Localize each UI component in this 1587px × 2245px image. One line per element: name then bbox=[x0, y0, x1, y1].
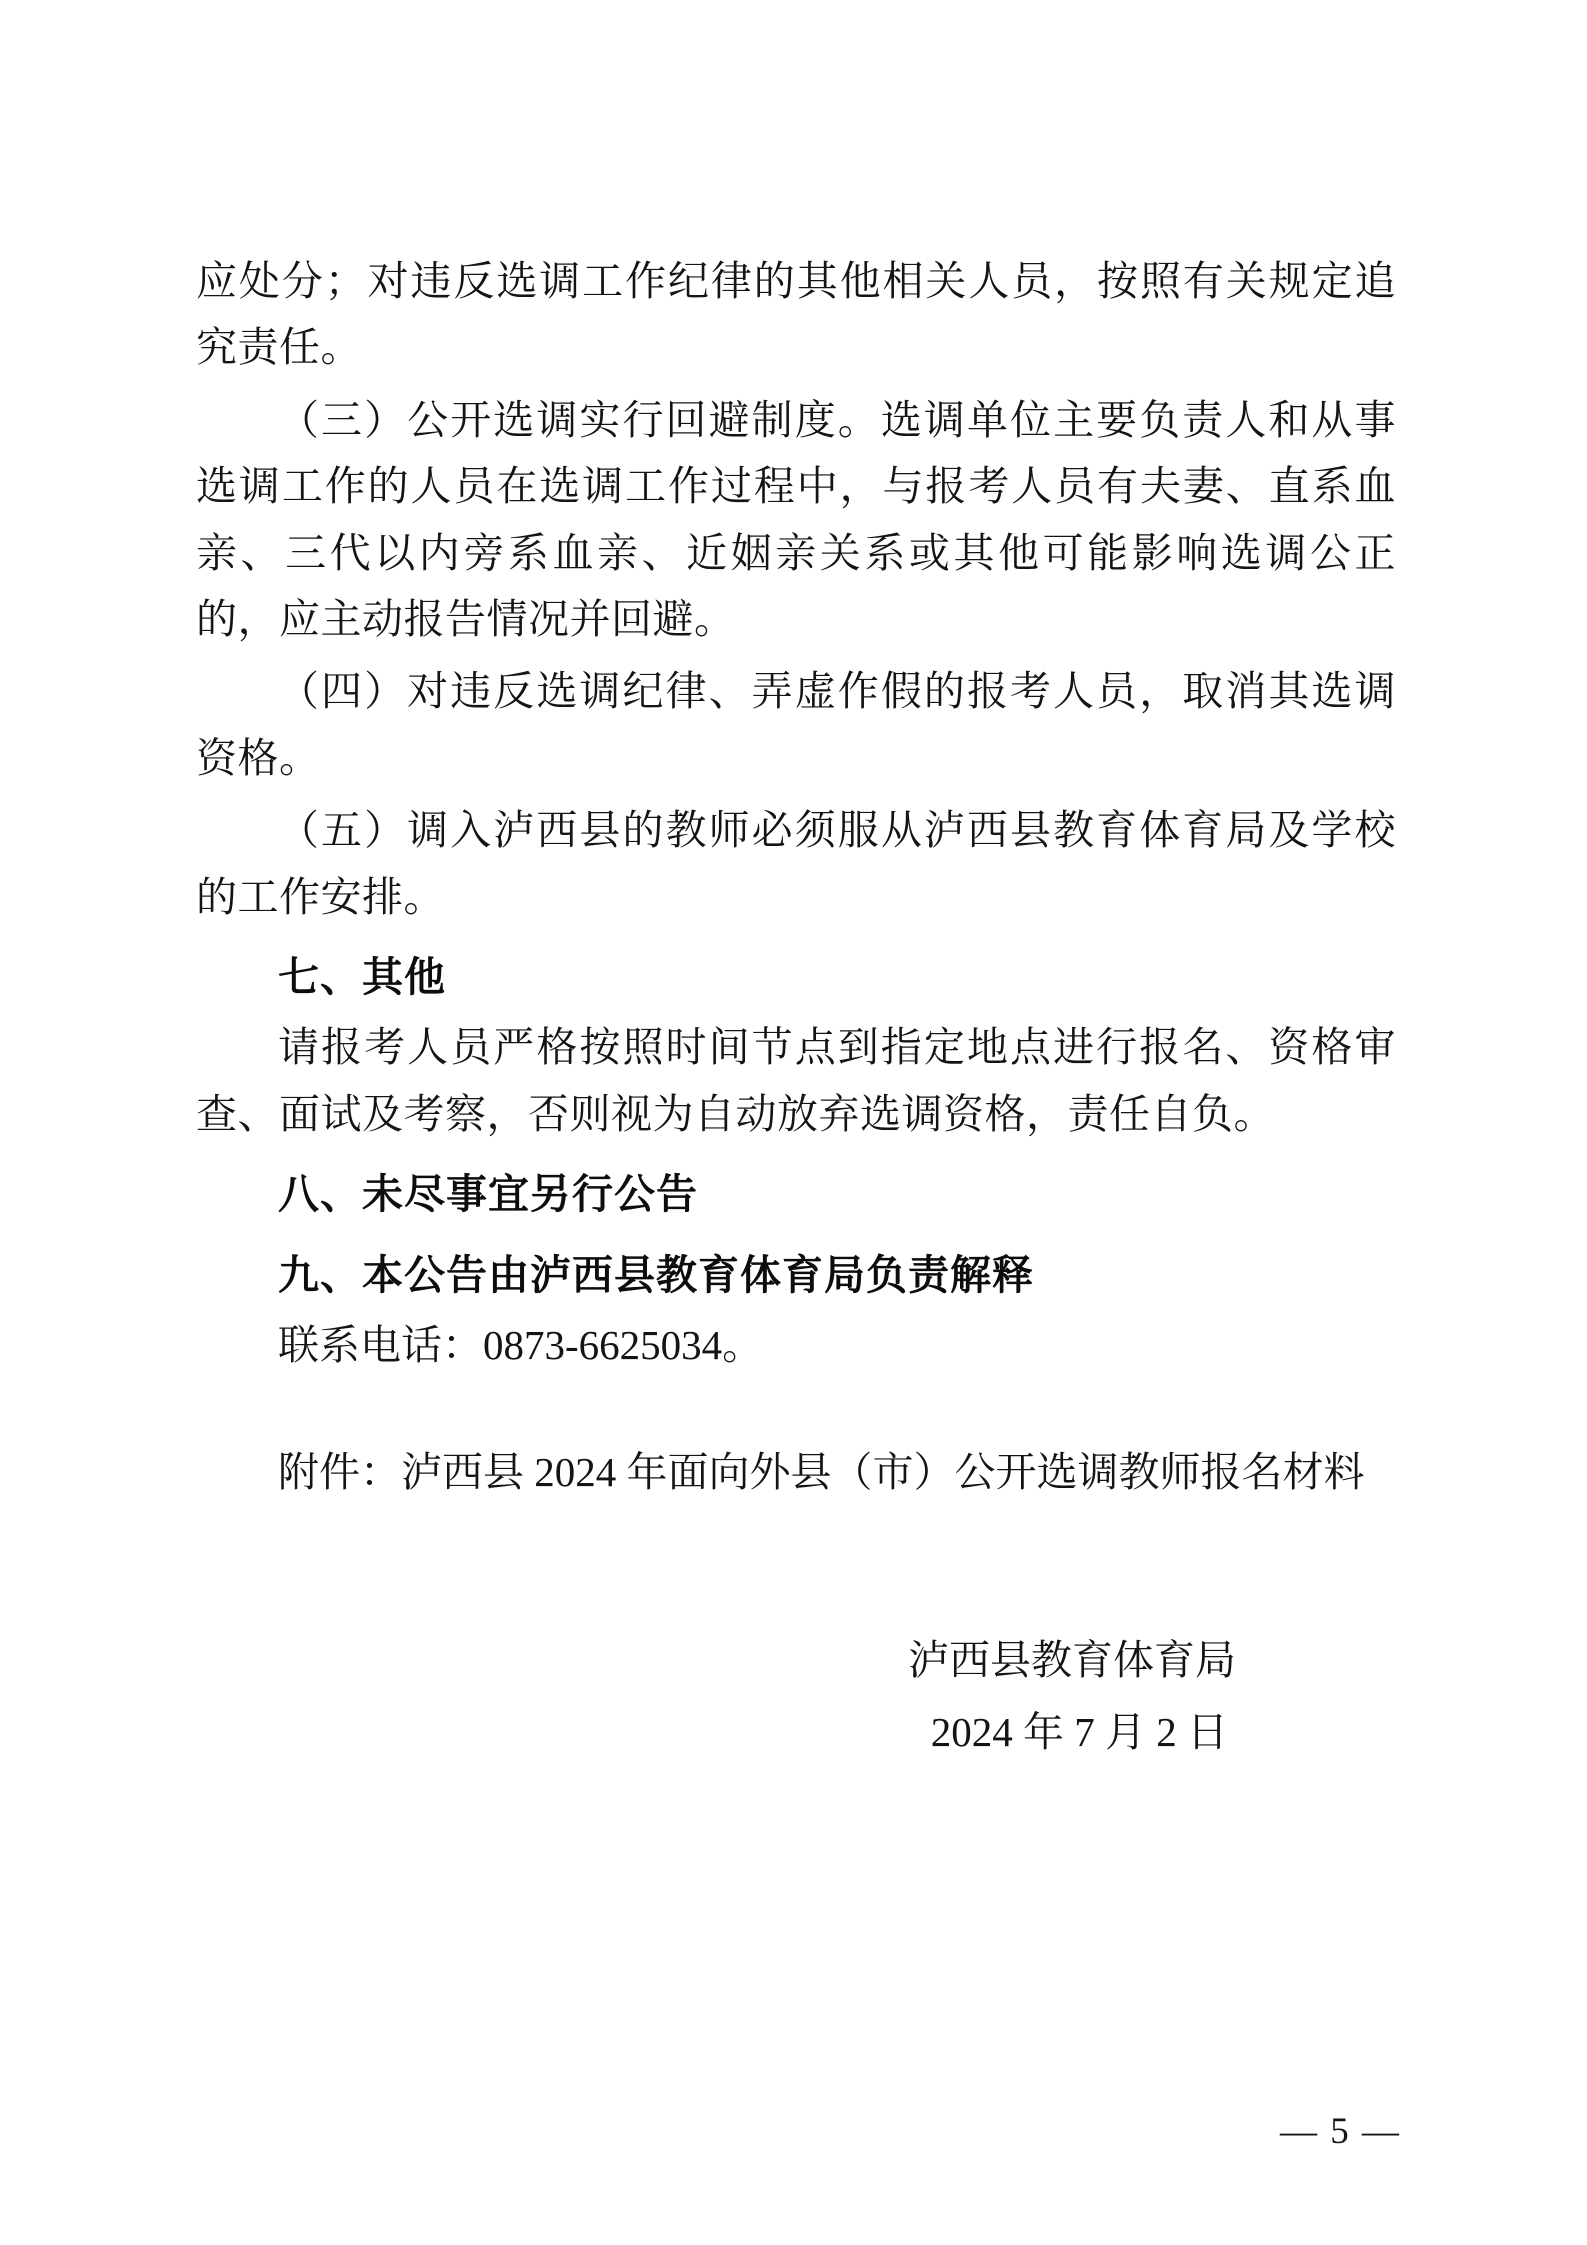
page-number: — 5 — bbox=[1280, 2111, 1401, 2152]
contact-phone-line: 联系电话：0873-6625034。 bbox=[278, 1322, 764, 1369]
document-body bbox=[196, 248, 1396, 1768]
section-heading-eight: 八、未尽事宜另行公告 bbox=[278, 1170, 698, 1219]
attachment-line: 附件：泸西县 2024 年面向外县（市）公开选调教师报名材料 bbox=[278, 1448, 1365, 1495]
paragraph-item-three: （三）公开选调实行回避制度。选调单位主要负责人和从事选调工作的人员在选调工作过程中，与报考人员有夫妻、直系血亲、三代以内旁系血亲、近姻亲关系或其他可能影响选调公正的，应主动报告情况并回避。 bbox=[196, 396, 1396, 643]
signature-date: 2024 年 7 月 2 日 bbox=[930, 1708, 1228, 1755]
section-seven-body: 请报考人员严格按照时间节点到指定地点进行报名、资格审查、面试及考察，否则视为自动放弃选调资格，责任自负。 bbox=[196, 1024, 1396, 1137]
paragraph-continued: 应处分；对违反选调工作纪律的其他相关人员，按照有关规定追究责任。 bbox=[196, 258, 1396, 371]
spacer bbox=[196, 1379, 1396, 1439]
section-heading-seven: 七、其他 bbox=[278, 953, 446, 1002]
signature-block bbox=[196, 1625, 1396, 1769]
section-heading-nine: 九、本公告由泸西县教育体育局负责解释 bbox=[278, 1250, 1034, 1299]
paragraph-item-four: （四）对违反选调纪律、弄虚作假的报考人员，取消其选调资格。 bbox=[196, 668, 1396, 781]
paragraph-item-five: （五）调入泸西县的教师必须服从泸西县教育体育局及学校的工作安排。 bbox=[196, 807, 1396, 920]
signature-organization: 泸西县教育体育局 bbox=[908, 1636, 1236, 1683]
